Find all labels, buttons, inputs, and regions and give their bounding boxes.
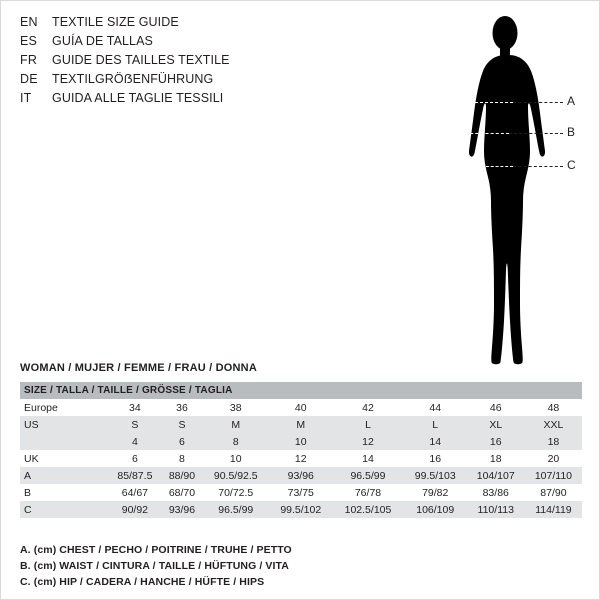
cell: 38 [202, 399, 269, 416]
cell: 68/70 [162, 484, 202, 501]
title-text-it: GUIDA ALLE TAGLIE TESSILI [52, 91, 224, 105]
cell: 93/96 [269, 467, 332, 484]
measure-line-c-inner [457, 166, 513, 167]
title-lang-de: DE [20, 72, 38, 86]
measure-line-b-inner [465, 133, 509, 134]
cell: 40 [269, 399, 332, 416]
cell: 114/119 [525, 501, 582, 518]
title-text-fr: GUIDE DES TAILLES TEXTILE [52, 53, 230, 67]
cell: 48 [525, 399, 582, 416]
title-lang-es: ES [20, 34, 38, 48]
cell: 10 [269, 433, 332, 450]
cell: 12 [332, 433, 404, 450]
cell: 90/92 [108, 501, 162, 518]
cell: 10 [202, 450, 269, 467]
cell: 34 [108, 399, 162, 416]
table-header-label: SIZE / TALLA / TAILLE / GRÖSSE / TAGLIA [20, 382, 582, 399]
cell: XXL [525, 416, 582, 433]
title-row-es [20, 34, 340, 53]
cell: 64/67 [108, 484, 162, 501]
woman-silhouette-figure [431, 9, 591, 369]
row-label-us: US [20, 416, 108, 433]
title-lang-fr: FR [20, 53, 38, 67]
cell: 73/75 [269, 484, 332, 501]
cell: 99.5/102 [269, 501, 332, 518]
cell: 6 [162, 433, 202, 450]
cell: 106/109 [404, 501, 467, 518]
cell: 6 [108, 450, 162, 467]
row-label-c: C [20, 501, 108, 518]
cell: XL [467, 416, 525, 433]
row-label-a: A [20, 467, 108, 484]
row-label-europe: Europe [20, 399, 108, 416]
cell: 8 [202, 433, 269, 450]
cell: 16 [404, 450, 467, 467]
cell: 93/96 [162, 501, 202, 518]
cell: L [404, 416, 467, 433]
cell: 83/86 [467, 484, 525, 501]
cell: 12 [269, 450, 332, 467]
cell: 8 [162, 450, 202, 467]
title-lang-it: IT [20, 91, 32, 105]
cell: 90.5/92.5 [202, 467, 269, 484]
table-row [20, 433, 582, 450]
measure-line-a-inner [455, 102, 513, 103]
measure-label-c: C [567, 158, 576, 172]
cell: 16 [467, 433, 525, 450]
measure-label-a: A [567, 94, 576, 108]
cell: 102.5/105 [332, 501, 404, 518]
cell: 42 [332, 399, 404, 416]
row-label-b: B [20, 484, 108, 501]
cell: 18 [467, 450, 525, 467]
size-table [20, 382, 582, 518]
row-label-uk: UK [20, 450, 108, 467]
cell: 14 [404, 433, 467, 450]
title-row-fr [20, 53, 340, 72]
table-row [20, 484, 582, 501]
title-lang-en: EN [20, 15, 38, 29]
title-block [20, 15, 340, 110]
cell: 76/78 [332, 484, 404, 501]
section-title-woman: WOMAN / MUJER / FEMME / FRAU / DONNA [20, 362, 257, 374]
cell: 36 [162, 399, 202, 416]
measure-line-b-outer [509, 133, 563, 134]
cell: S [108, 416, 162, 433]
title-row-en [20, 15, 340, 34]
woman-silhouette-icon [431, 9, 591, 369]
measure-label-b: B [567, 125, 576, 139]
cell: 85/87.5 [108, 467, 162, 484]
cell: 110/113 [467, 501, 525, 518]
title-text-es: GUÍA DE TALLAS [52, 34, 153, 48]
cell: L [332, 416, 404, 433]
table-row [20, 450, 582, 467]
title-text-de: TEXTILGRÖẞENFÜHRUNG [52, 72, 214, 86]
title-row-de [20, 72, 340, 91]
cell: 18 [525, 433, 582, 450]
measure-line-a-outer [513, 102, 563, 103]
cell: 96.5/99 [202, 501, 269, 518]
footnotes-block [20, 542, 560, 590]
cell: 88/90 [162, 467, 202, 484]
cell: M [269, 416, 332, 433]
footnote-a: A. (cm) CHEST / PECHO / POITRINE / TRUHE / PETTO [20, 544, 292, 556]
cell: 104/107 [467, 467, 525, 484]
row-label-us-numeric [20, 433, 108, 450]
title-text-en: TEXTILE SIZE GUIDE [52, 15, 179, 29]
table-row [20, 501, 582, 518]
table-header-row [20, 382, 582, 399]
cell: M [202, 416, 269, 433]
cell: 46 [467, 399, 525, 416]
cell: 99.5/103 [404, 467, 467, 484]
cell: 79/82 [404, 484, 467, 501]
cell: 14 [332, 450, 404, 467]
footnote-c: C. (cm) HIP / CADERA / HANCHE / HÜFTE / HIPS [20, 576, 265, 588]
table-row [20, 416, 582, 433]
cell: 44 [404, 399, 467, 416]
table-row [20, 467, 582, 484]
cell: 96.5/99 [332, 467, 404, 484]
table-row [20, 399, 582, 416]
footnote-b: B. (cm) WAIST / CINTURA / TAILLE / HÜFTUNG / VITA [20, 560, 289, 572]
cell: 70/72.5 [202, 484, 269, 501]
measure-line-c-outer [513, 166, 563, 167]
cell: S [162, 416, 202, 433]
cell: 4 [108, 433, 162, 450]
size-table-wrapper [20, 382, 582, 518]
cell: 20 [525, 450, 582, 467]
title-row-it [20, 91, 340, 110]
cell: 107/110 [525, 467, 582, 484]
cell: 87/90 [525, 484, 582, 501]
